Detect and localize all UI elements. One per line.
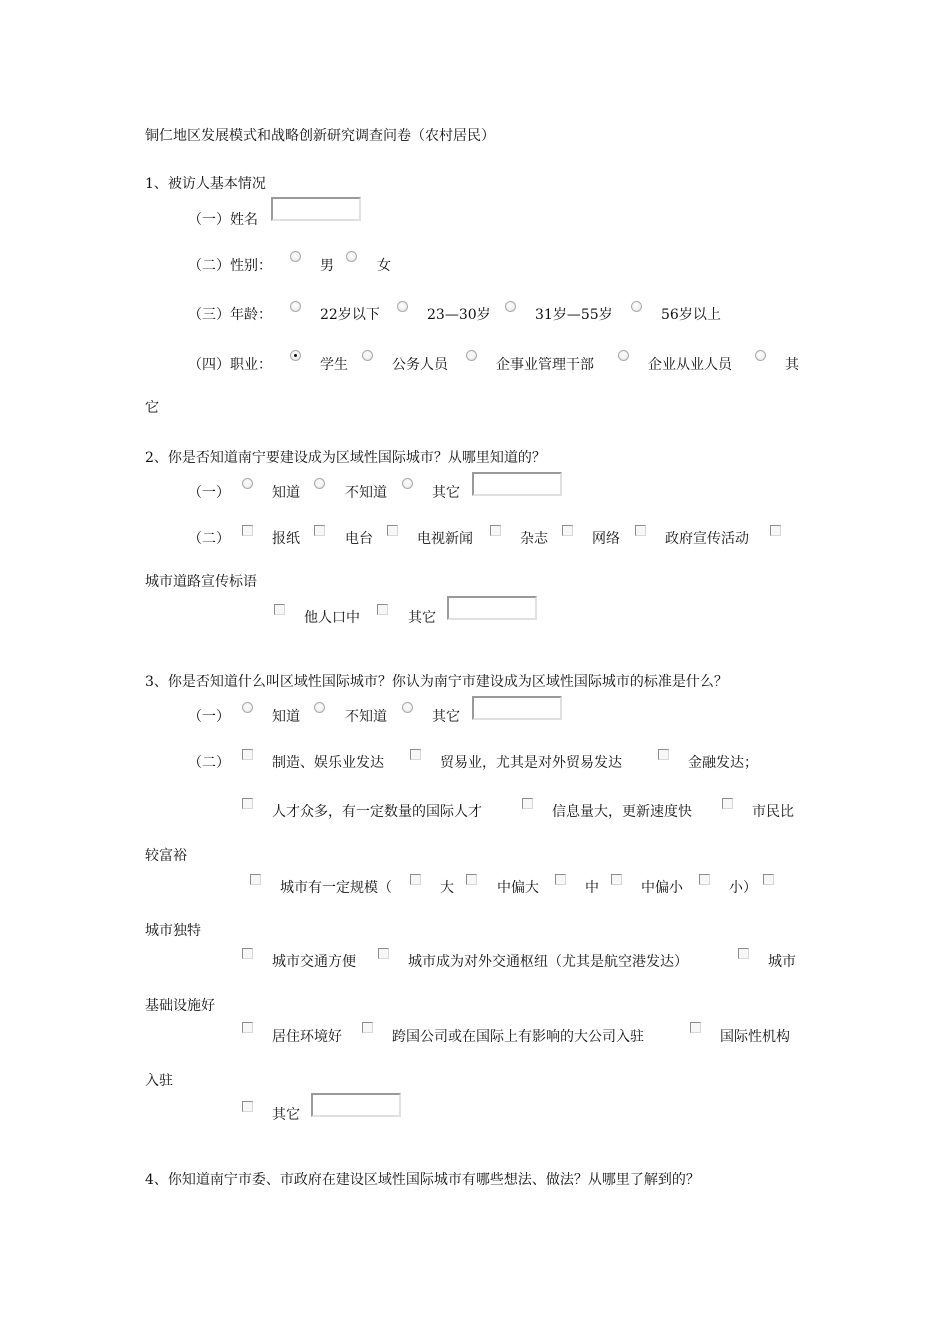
q3-option-dont-know: 不知道 [345, 709, 387, 725]
q3-radio-know[interactable] [242, 702, 253, 713]
q2-option-other: 其它 [432, 485, 460, 501]
q3-option-finance: 金融发达； [688, 755, 758, 771]
q3-option-scale: 城市有一定规模（ [280, 880, 392, 896]
q3-other-input[interactable] [472, 696, 562, 720]
q3-checkbox-information[interactable] [522, 798, 533, 809]
q3-heading: 3、你是否知道什么叫区域性国际城市？你认为南宁市建设成为区域性国际城市的标准是什么？ [145, 674, 728, 690]
q2-checkbox-tv[interactable] [387, 525, 398, 536]
q2-other2-input[interactable] [447, 596, 537, 620]
q3-checkbox-transport[interactable] [242, 948, 253, 959]
q2-radio-know[interactable] [242, 478, 253, 489]
q3-checkbox-environment[interactable] [242, 1022, 253, 1033]
job-option-employee: 企业从业人员 [648, 357, 732, 373]
age-option-1: 22岁以下 [320, 307, 380, 323]
q2-checkbox-internet[interactable] [562, 525, 573, 536]
q2-option-road-slogan: 城市道路宣传标语 [145, 574, 257, 590]
job-option-civil-servant: 公务人员 [392, 357, 448, 373]
q3-radio-dont-know[interactable] [314, 702, 325, 713]
age-radio-3[interactable] [505, 301, 516, 312]
q3-option-medium-small: 中偏小 [641, 880, 683, 896]
q3-option-wealthy-wrap: 较富裕 [145, 848, 187, 864]
gender-radio-male[interactable] [290, 251, 301, 262]
q2-option-magazine: 杂志 [520, 531, 548, 547]
q3-option-talent: 人才众多，有一定数量的国际人才 [272, 804, 482, 820]
job-option-manager: 企事业管理干部 [496, 357, 594, 373]
age-option-4: 56岁以上 [661, 307, 721, 323]
age-option-2: 23—30岁 [427, 307, 491, 323]
q2-option-internet: 网络 [592, 531, 620, 547]
age-radio-1[interactable] [290, 301, 301, 312]
q3-radio-other[interactable] [402, 702, 413, 713]
job-radio-manager[interactable] [466, 350, 477, 361]
q3-checkbox-finance[interactable] [658, 749, 669, 760]
q3-checkbox-infrastructure[interactable] [738, 948, 749, 959]
q2-checkbox-newspaper[interactable] [242, 525, 253, 536]
q3-option-multinational: 跨国公司或在国际上有影响的大公司入驻 [392, 1029, 644, 1045]
q3-option-intl-orgs-wrap: 入驻 [145, 1073, 173, 1089]
q3-checkbox-scale[interactable] [250, 874, 261, 885]
q2-checkbox-road-slogan[interactable] [770, 525, 781, 536]
page-title: 铜仁地区发展模式和战略创新研究调查问卷（农村居民） [145, 128, 495, 144]
age-option-3: 31岁—55岁 [535, 307, 613, 323]
q3-option-environment: 居住环境好 [272, 1029, 342, 1045]
q3-option-unique: 城市独特 [145, 923, 201, 939]
q3-checkbox-trade[interactable] [410, 749, 421, 760]
q3-checkbox-medium-large[interactable] [466, 874, 477, 885]
q4-heading: 4、你知道南宁市委、市政府在建设区域性国际城市有哪些想法、做法？从哪里了解到的？ [145, 1172, 700, 1188]
q2-option-newspaper: 报纸 [272, 531, 300, 547]
name-input[interactable] [271, 197, 361, 221]
q3-option-medium: 中 [585, 880, 599, 896]
q3-option-trade: 贸易业，尤其是对外贸易发达 [440, 755, 622, 771]
q2-checkbox-govt[interactable] [635, 525, 646, 536]
q3-option-transport: 城市交通方便 [272, 954, 356, 970]
q3-checkbox-medium-small[interactable] [611, 874, 622, 885]
q2-heading: 2、你是否知道南宁要建设成为区域性国际城市？从哪里知道的？ [145, 450, 546, 466]
job-option-other-wrap: 它 [145, 400, 159, 416]
q2-option-know: 知道 [272, 485, 300, 501]
q3-option-infrastructure-wrap: 基础设施好 [145, 998, 215, 1014]
job-radio-student[interactable] [290, 350, 301, 361]
q3-option-small: 小） [729, 880, 757, 896]
q3-other2-input[interactable] [311, 1093, 401, 1117]
job-label: （四）职业： [188, 357, 272, 373]
q3-option-hub: 城市成为对外交通枢纽（尤其是航空港发达） [408, 954, 688, 970]
q3-checkbox-medium[interactable] [555, 874, 566, 885]
q3-option-large: 大 [440, 880, 454, 896]
job-radio-civil-servant[interactable] [362, 350, 373, 361]
job-radio-other[interactable] [755, 350, 766, 361]
q3-checkbox-hub[interactable] [378, 948, 389, 959]
job-option-other: 其 [785, 357, 799, 373]
gender-option-male: 男 [320, 258, 334, 274]
q2-option-other2: 其它 [408, 610, 436, 626]
q3-option-know: 知道 [272, 709, 300, 725]
gender-radio-female[interactable] [346, 251, 357, 262]
job-option-student: 学生 [320, 357, 348, 373]
q3-checkbox-unique[interactable] [763, 874, 774, 885]
q3-sub1-label: （一） [188, 709, 230, 725]
age-radio-2[interactable] [397, 301, 408, 312]
q3-option-medium-large: 中偏大 [497, 880, 539, 896]
q2-radio-dont-know[interactable] [314, 478, 325, 489]
q2-option-tv: 电视新闻 [417, 531, 473, 547]
q3-checkbox-intl-orgs[interactable] [690, 1022, 701, 1033]
q3-option-other2: 其它 [272, 1107, 300, 1123]
q2-sub1-label: （一） [188, 485, 230, 501]
q3-option-wealthy: 市民比 [752, 804, 794, 820]
q3-sub2-label: （二） [188, 755, 230, 771]
q3-checkbox-small[interactable] [699, 874, 710, 885]
q2-checkbox-magazine[interactable] [490, 525, 501, 536]
q3-option-information: 信息量大，更新速度快 [552, 804, 692, 820]
gender-option-female: 女 [377, 258, 391, 274]
q3-checkbox-large[interactable] [410, 874, 421, 885]
q3-checkbox-other[interactable] [242, 1101, 253, 1112]
q2-option-dont-know: 不知道 [345, 485, 387, 501]
q3-option-intl-orgs: 国际性机构 [720, 1029, 790, 1045]
q2-checkbox-word-of-mouth[interactable] [274, 604, 285, 615]
q3-option-manufacturing: 制造、娱乐业发达 [272, 755, 384, 771]
q3-option-other: 其它 [432, 709, 460, 725]
name-label: （一）姓名 [188, 212, 258, 228]
q2-checkbox-other2[interactable] [377, 604, 388, 615]
q2-checkbox-radio[interactable] [314, 525, 325, 536]
q3-checkbox-wealthy[interactable] [722, 798, 733, 809]
q2-sub2-label: （二） [188, 531, 230, 547]
q1-heading: 1、被访人基本情况 [145, 176, 266, 192]
gender-label: （二）性别： [188, 258, 272, 274]
q2-option-radio: 电台 [345, 531, 373, 547]
q2-other-input[interactable] [472, 472, 562, 496]
age-radio-4[interactable] [631, 301, 642, 312]
q2-option-word-of-mouth: 他人口中 [304, 610, 360, 626]
q3-option-infrastructure: 城市 [768, 954, 796, 970]
job-radio-employee[interactable] [618, 350, 629, 361]
q3-checkbox-manufacturing[interactable] [242, 749, 253, 760]
q3-checkbox-multinational[interactable] [362, 1022, 373, 1033]
age-label: （三）年龄： [188, 307, 272, 323]
q2-option-govt: 政府宣传活动 [665, 531, 749, 547]
q3-checkbox-talent[interactable] [242, 798, 253, 809]
q2-radio-other[interactable] [402, 478, 413, 489]
